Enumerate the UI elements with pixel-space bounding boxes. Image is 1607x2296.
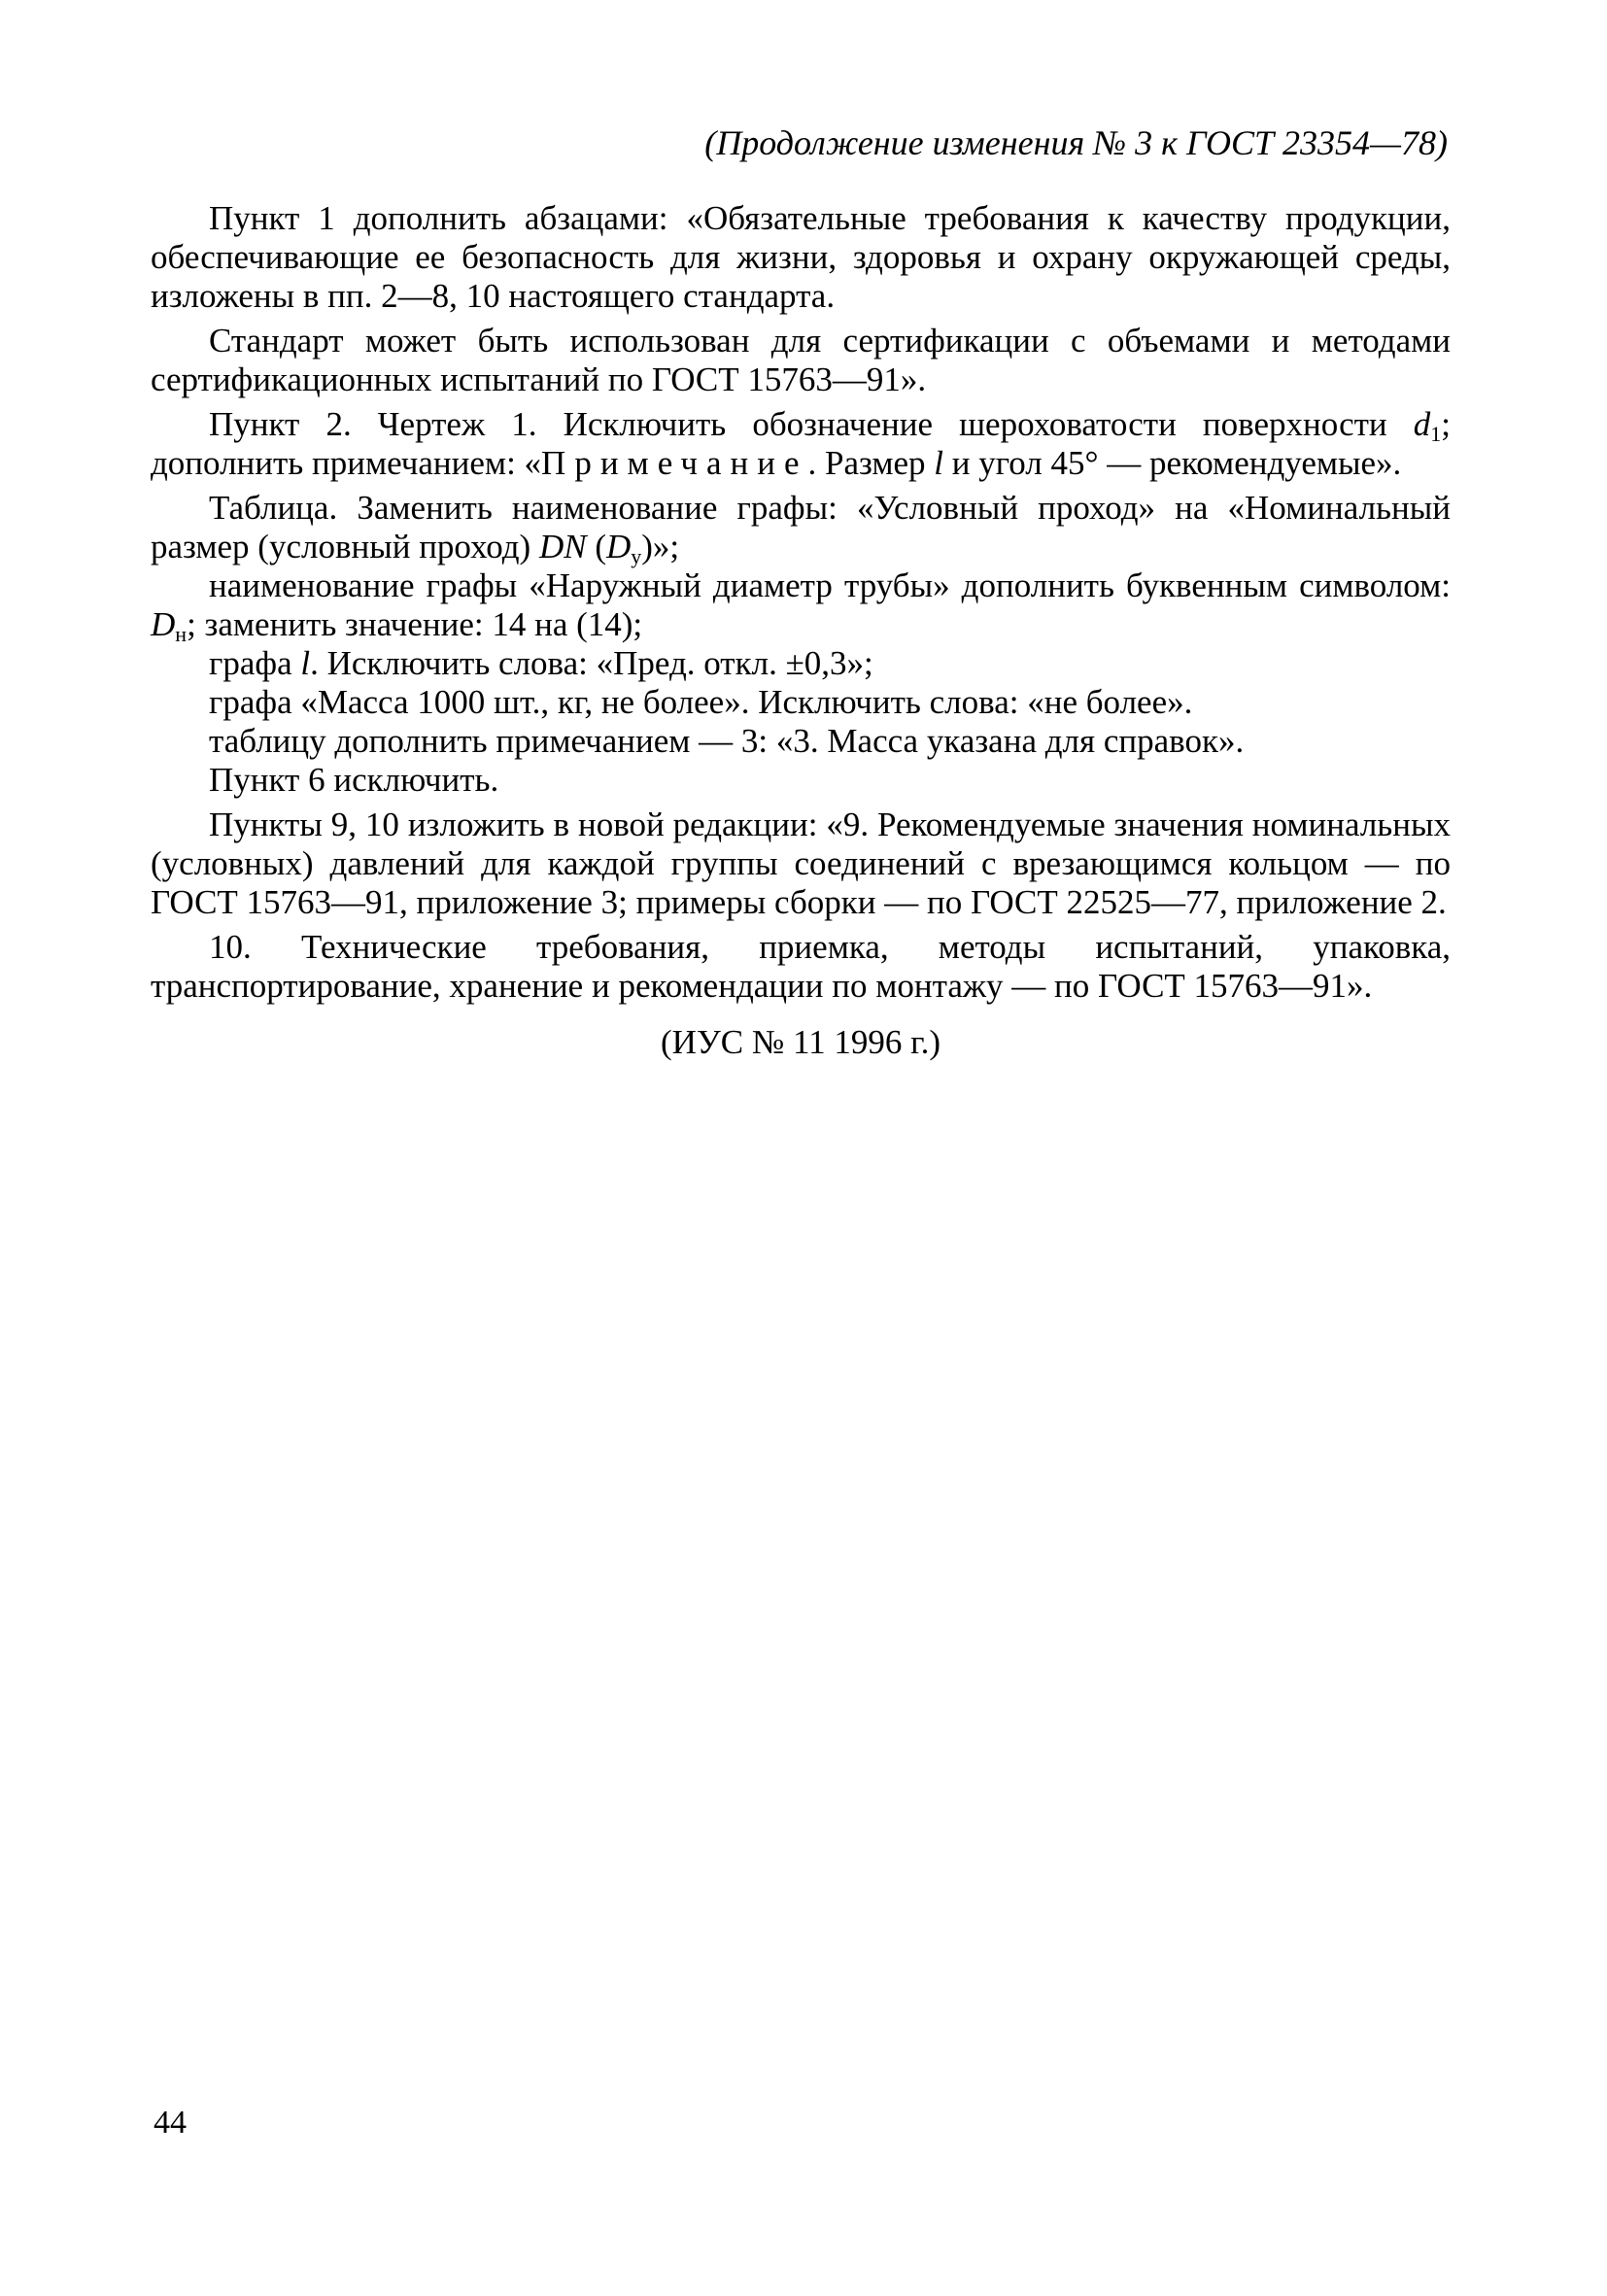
symbol-dn: DN <box>538 528 587 565</box>
text-run: )»; <box>641 528 680 565</box>
symbol-l: l <box>300 644 311 682</box>
paragraph-item-2 <box>151 405 1451 483</box>
text-run: и угол 45° — рекомендуемые». <box>943 444 1402 482</box>
paragraph-item-10: 10. Технические требования, приемка, методы испытаний, упаковка, транспортирование, хранение и рекомендации по монтажу — по ГОСТ 15763—91». <box>151 928 1451 1005</box>
page-number: 44 <box>154 2105 187 2141</box>
text-run: . Исключить слова: «Пред. откл. ±0,3»; <box>310 644 873 682</box>
paragraph-column-mass: графа «Масса 1000 шт., кг, не более». Исключить слова: «не более». <box>209 683 1193 721</box>
text-run: наименование графы «Наружный диаметр трубы» дополнить буквенным символом: <box>209 566 1451 604</box>
symbol-d: d <box>1413 405 1431 443</box>
symbol-d-subscript: н <box>175 622 188 646</box>
text-run: графа <box>209 644 301 682</box>
text-run: Пункт 2. Чертеж 1. Исключить обозначение шероховатости поверхности <box>209 405 1414 443</box>
text-run: ; дополнить примечанием: « <box>151 405 1451 482</box>
paragraph-standard-usage: Стандарт может быть использован для сертификации с объемами и методами сертификационных испытаний по ГОСТ 15763—91». <box>151 322 1451 398</box>
continuation-header: (Продолжение изменения № 3 к ГОСТ 23354—78) <box>704 123 1448 162</box>
symbol-d-subscript: у <box>631 544 642 568</box>
paragraph-item-1: Пункт 1 дополнить абзацами: «Обязательные требования к качеству продукции, обеспечивающие ее безопасность для жизни, здоровья и охрану окружающей среды, изложены в пп. 2—8, 10 настоящего стандарта. <box>151 199 1451 315</box>
source-reference: (ИУС № 11 1996 г.) <box>661 1023 940 1061</box>
paragraph-table-note: таблицу дополнить примечанием — 3: «3. Масса указана для справок». <box>209 722 1245 760</box>
text-run: . Размер <box>807 444 935 482</box>
symbol-l: l <box>934 444 943 482</box>
paragraph-item-6: Пункт 6 исключить. <box>209 761 499 799</box>
paragraph-items-9-10: Пункты 9, 10 изложить в новой редакции: «9. Рекомендуемые значения номинальных (условных) давлений для каждой группы соединений с врезающимся кольцом — по ГОСТ 15763—91, приложение 3; примеры сборки — по ГОСТ 22525—77, приложение 2. <box>151 805 1451 921</box>
symbol-d-subscript: 1 <box>1430 422 1442 446</box>
symbol-d: D <box>605 528 632 565</box>
text-run: ; заменить значение: 14 на (14); <box>187 605 643 643</box>
document-body <box>151 199 1451 1062</box>
note-label: Примечание <box>541 444 808 482</box>
text-run: ( <box>586 528 606 565</box>
paragraph-outer-diameter <box>151 566 1451 644</box>
paragraph-table <box>151 489 1451 566</box>
paragraph-column-l <box>151 644 1451 683</box>
symbol-d: D <box>151 605 176 643</box>
text-run: Таблица. Заменить наименование графы: «Условный проход» на «Номинальный размер (условный проход) <box>151 489 1451 565</box>
